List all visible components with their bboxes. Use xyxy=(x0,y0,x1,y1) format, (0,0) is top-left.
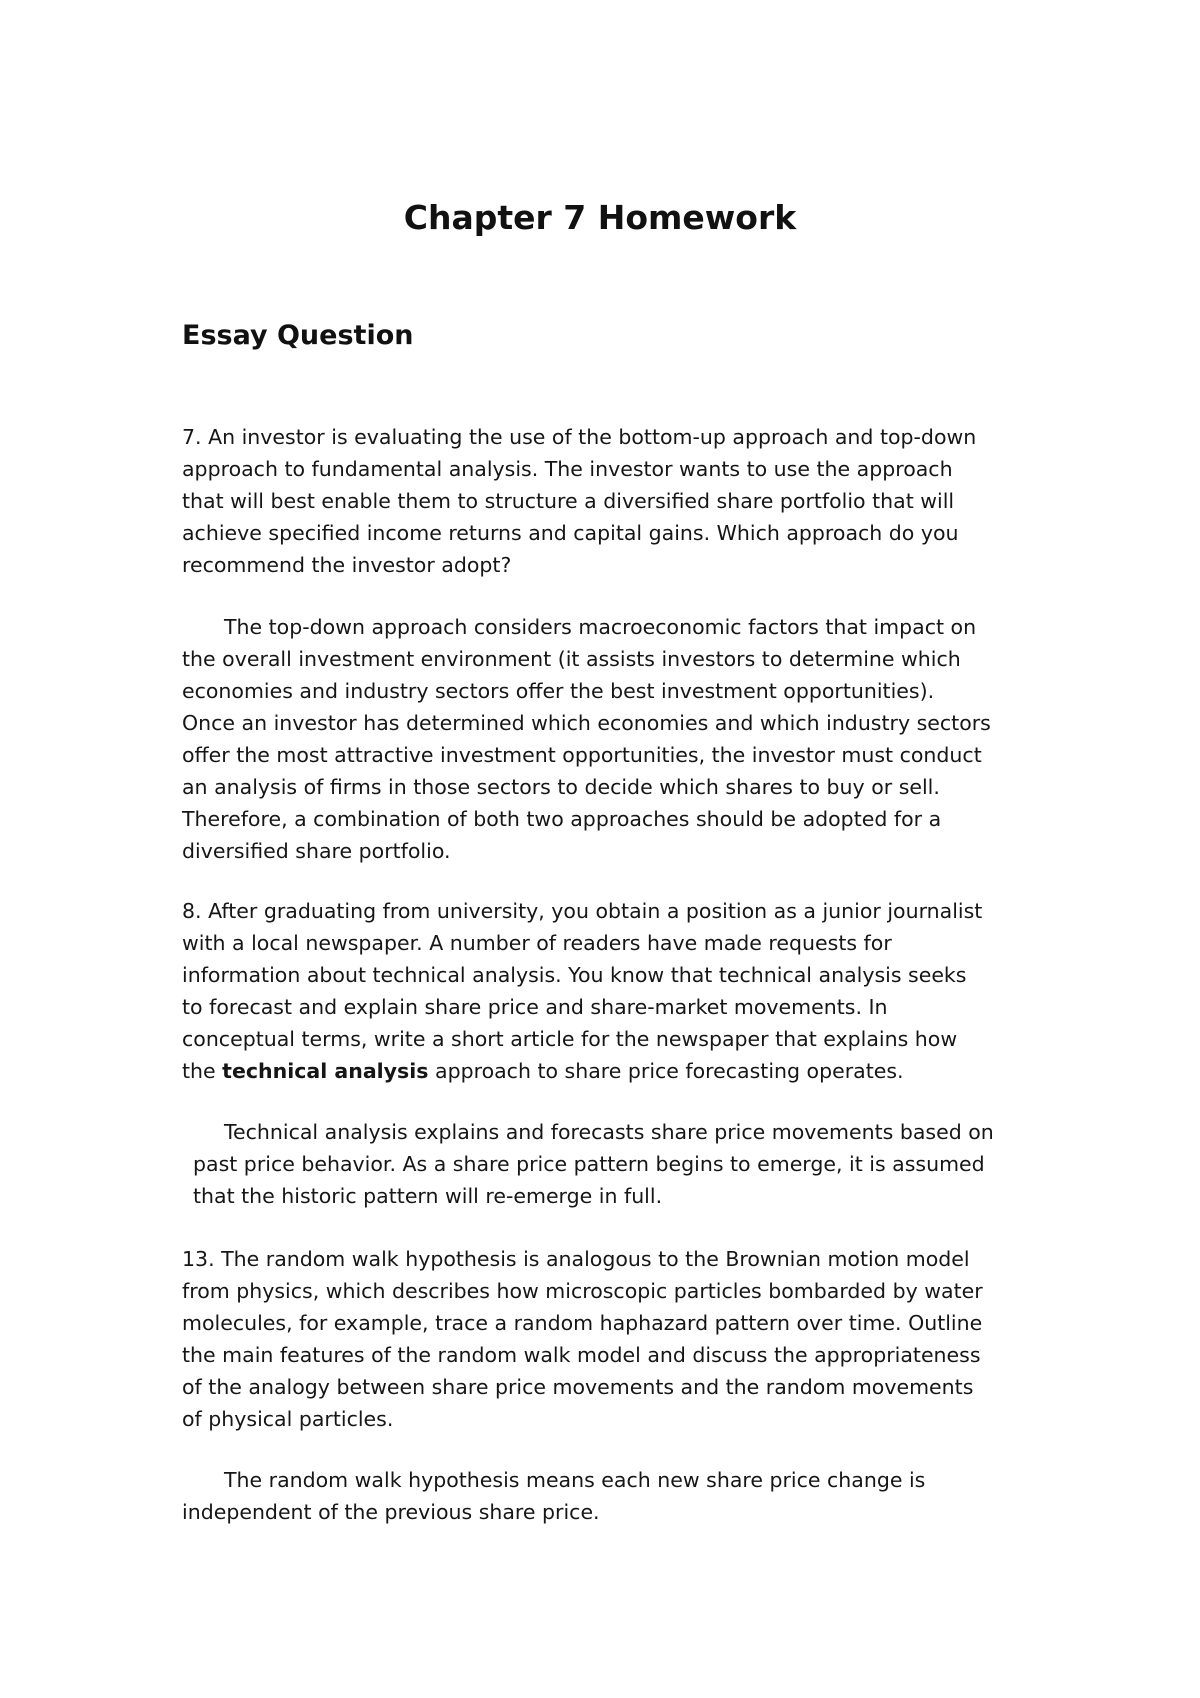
question-7-line: approach to fundamental analysis. The investor wants to use the approach xyxy=(182,457,953,481)
question-13-line: of the analogy between share price movements and the random movements xyxy=(182,1375,974,1399)
question-13-line: of physical particles. xyxy=(182,1407,394,1431)
answer-8 xyxy=(193,1116,1053,1212)
question-8-line: conceptual terms, write a short article for the newspaper that explains how xyxy=(182,1027,958,1051)
question-8-line: to forecast and explain share price and share-market movements. In xyxy=(182,995,888,1019)
answer-8-line: Technical analysis explains and forecasts share price movements based on xyxy=(224,1120,994,1144)
answer-7-line: economies and industry sectors offer the best investment opportunities). xyxy=(182,679,935,703)
answer-8-line: that the historic pattern will re-emerge in full. xyxy=(193,1184,663,1208)
question-13-line: molecules, for example, trace a random haphazard pattern over time. Outline xyxy=(182,1311,983,1335)
question-7-line: achieve specified income returns and capital gains. Which approach do you xyxy=(182,521,959,545)
question-7 xyxy=(182,421,1042,581)
answer-7-line: offer the most attractive investment opportunities, the investor must conduct xyxy=(182,743,982,767)
question-13-line: from physics, which describes how microscopic particles bombarded by water xyxy=(182,1279,983,1303)
answer-7-line: an analysis of firms in those sectors to decide which shares to buy or sell. xyxy=(182,775,940,799)
question-8-last-line-prefix: the xyxy=(182,1059,223,1083)
question-7-line: recommend the investor adopt? xyxy=(182,553,512,577)
question-8 xyxy=(182,895,1042,1087)
answer-7-line: diversified share portfolio. xyxy=(182,839,451,863)
question-8-line: information about technical analysis. You know that technical analysis seeks xyxy=(182,963,967,987)
question-8-last-line xyxy=(182,1055,1042,1087)
question-13-line: the main features of the random walk model and discuss the appropriateness xyxy=(182,1343,981,1367)
page-title: Chapter 7 Homework xyxy=(403,198,797,237)
question-8-last-line-suffix: approach to share price forecasting operates. xyxy=(428,1059,904,1083)
answer-13-line: independent of the previous share price. xyxy=(182,1500,600,1524)
question-7-line: that will best enable them to structure a diversified share portfolio that will xyxy=(182,489,955,513)
answer-7-line: the overall investment environment (it assists investors to determine which xyxy=(182,647,961,671)
question-13 xyxy=(182,1243,1042,1435)
answer-7-line: The top-down approach considers macroeconomic factors that impact on xyxy=(224,615,977,639)
question-8-line: with a local newspaper. A number of readers have made requests for xyxy=(182,931,892,955)
question-8-line: 8. After graduating from university, you obtain a position as a junior journalist xyxy=(182,899,983,923)
answer-13 xyxy=(182,1464,1042,1528)
answer-13-line: The random walk hypothesis means each new share price change is xyxy=(224,1468,926,1492)
section-heading: Essay Question xyxy=(182,320,414,351)
answer-7-line: Therefore, a combination of both two approaches should be adopted for a xyxy=(182,807,942,831)
technical-analysis-term: technical analysis xyxy=(222,1059,429,1083)
answer-7 xyxy=(182,611,1042,867)
answer-7-line: Once an investor has determined which economies and which industry sectors xyxy=(182,711,991,735)
answer-8-line: past price behavior. As a share price pattern begins to emerge, it is assumed xyxy=(193,1152,985,1176)
question-13-line: 13. The random walk hypothesis is analogous to the Brownian motion model xyxy=(182,1247,970,1271)
question-7-line: 7. An investor is evaluating the use of the bottom-up approach and top-down xyxy=(182,425,977,449)
